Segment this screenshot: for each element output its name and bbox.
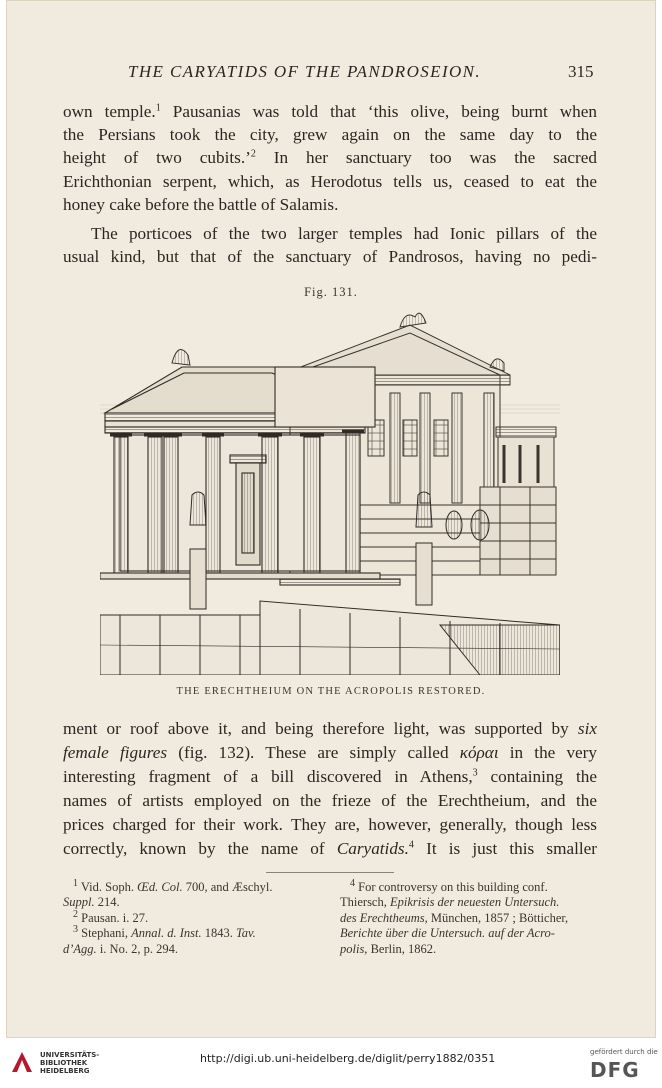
library-name: UNIVERSITÄTS- BIBLIOTHEK HEIDELBERG [40,1051,100,1075]
footnote-2: $^2$ Pausan. i. 27. [73,908,149,925]
page-number: 315 [568,62,594,81]
paragraph-porticoes: The porticoes of the two larger temples had Ionic pillars of the usual kind, but that of the sanctuary of Pandrosos, having no pedi- [63,224,597,267]
erechtheium-engraving [100,305,560,675]
library-logo-icon [10,1050,34,1074]
paragraph-olive: own temple.$^1$ Pausanias was told that ‘this olive, being burnt when the Persians took the city, grew again on the same day to the height of two cubits.’$^2$ In her sanctuary too was the sacred Erichthonian serpent, which, as Herodotus tells us, ceased to eat the honey cake before the battle of Salamis. [63,102,597,214]
footnote-rule [266,872,394,873]
paragraph-caryatids: ment or roof above it, and being therefore light, was supported by six female figures (fig. 132). These are simply called κόραι in the very interesting fragment of a bill discovered in Athens,$^3$ containing the names of artists employed on the frieze of the Erechtheium, and the prices charged for their work. They are, however, generally, though less correctly, known by the name of Caryatids.$^4$ It is just this smaller [63,719,598,858]
funding-note: gefördert durch die [590,1048,658,1056]
dfg-logo: DFG [590,1058,640,1082]
figure-caption: THE ERECHTHEIUM ON THE ACROPOLIS RESTORED. [176,686,486,697]
footnote-3: $^3$ Stephani, Annal. d. Inst. 1843. Tav. d’Agg. i. No. 2, p. 294. [63,924,256,956]
footnotes-right [340,877,598,957]
running-head: THE CARYATIDS OF THE PANDROSEION. [128,62,482,81]
footnote-1: $^1$ Vid. Soph. Œd. Col. 700, and Æschyl. Suppl. 214. [63,877,273,910]
figure-label: Fig. 131. [304,285,358,299]
footnote-4: $^4$ For controversy on this building conf. Thiersch, Epikrisis der neuesten Untersuch. des Erechtheums, München, 1857 ; Bötticher, Berichte über die Untersuch. auf der Acro- polis, Berlin, 1862. [340,877,569,956]
library-footer [0,1038,662,1088]
footnotes-left [63,877,327,957]
page-header [0,62,662,88]
source-url-link[interactable]: http://digi.ub.uni-heidelberg.de/diglit/perry1882/0351 [200,1052,496,1065]
